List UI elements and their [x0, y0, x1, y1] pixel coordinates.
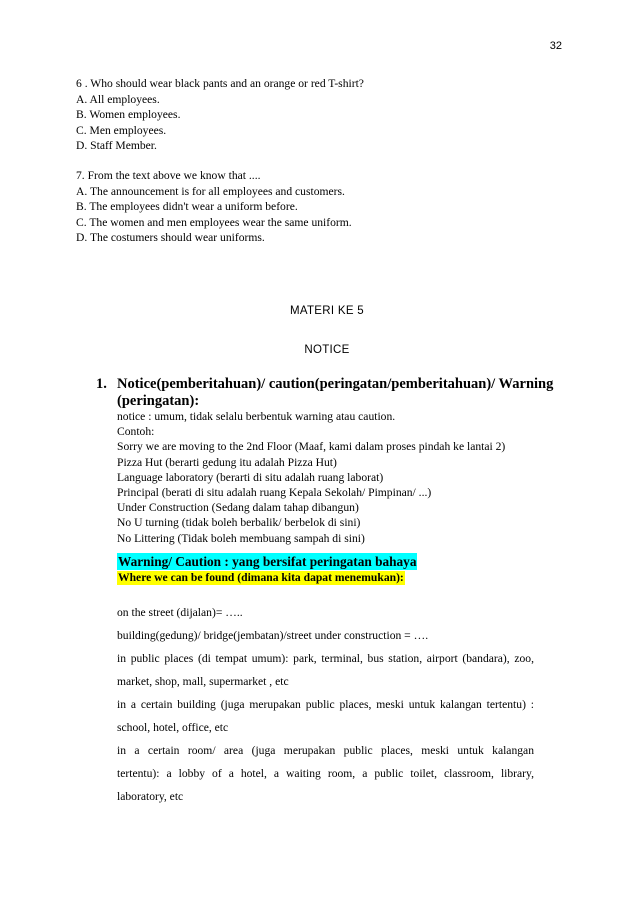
example-line: Language laboratory (berarti di situ adalah ruang laborat) [117, 470, 384, 484]
place-line: in public places (di tempat umum): park, terminal, bus station, airport (bandara), zoo, [117, 652, 534, 665]
example-line: Under Construction (Sedang dalam tahap dibangun) [117, 501, 359, 515]
notice-definition: notice : umum, tidak selalu berbentuk warning atau caution. [117, 410, 396, 423]
question-7-option-d: D. The costumers should wear uniforms. [76, 231, 265, 244]
section-title: Notice(pemberitahuan)/ caution(peringatan/pemberitahuan)/ Warning (peringatan): [117, 376, 554, 409]
section-number: 1. [96, 376, 107, 392]
question-7-option-c: C. The women and men employees wear the same uniform. [76, 215, 352, 229]
place-line: tertentu): a lobby of a hotel, a waiting room, a public toilet, classroom, library, [117, 767, 534, 780]
question-6-option-c: C. Men employees. [76, 123, 167, 137]
notice-examples [117, 409, 505, 546]
materi-heading: MATERI KE 5 [289, 305, 365, 317]
page-number: 32 [549, 40, 562, 52]
example-line: Sorry we are moving to the 2nd Floor (Maaf, kami dalam proses pindah ke lantai 2) [117, 440, 506, 454]
example-label: Contoh: [117, 425, 155, 439]
question-6 [76, 76, 364, 154]
question-6-option-a: A. All employees. [76, 92, 160, 106]
example-line: No U turning (tidak boleh berbalik/ berbelok di sini) [117, 516, 361, 530]
notice-heading: NOTICE [304, 344, 350, 356]
places-list [117, 601, 534, 808]
example-line: Principal (berati di situ adalah ruang Kepala Sekolah/ Pimpinan/ ...) [117, 486, 432, 500]
place-line: on the street (dijalan)= ….. [117, 606, 243, 619]
place-line: laboratory, etc [117, 790, 184, 803]
question-6-option-b: B. Women employees. [76, 108, 181, 121]
place-line: market, shop, mall, supermarket , etc [117, 675, 289, 688]
question-7-prompt: 7. From the text above we know that .... [76, 169, 261, 182]
question-7 [76, 168, 352, 246]
question-6-option-d: D. Staff Member. [76, 139, 157, 152]
warning-caution-title: Warning/ Caution : yang bersifat peringatan bahaya [118, 554, 417, 569]
example-line: Pizza Hut (berarti gedung itu adalah Pizza Hut) [117, 455, 337, 469]
place-line: in a certain building (juga merupakan public places, meski untuk kalangan tertentu) : [117, 698, 534, 711]
example-line: No Littering (Tidak boleh membuang sampah di sini) [117, 531, 365, 545]
question-7-option-a: A. The announcement is for all employees and customers. [76, 184, 345, 198]
place-line: in a certain room/ area (juga merupakan public places, meski untuk kalangan [117, 744, 534, 757]
where-found-label: Where we can be found (dimana kita dapat menemukan): [118, 571, 404, 584]
place-line: building(gedung)/ bridge(jembatan)/street under construction = …. [117, 629, 429, 642]
question-6-prompt: 6 . Who should wear black pants and an orange or red T-shirt? [76, 77, 364, 90]
place-line: school, hotel, office, etc [117, 721, 229, 734]
question-7-option-b: B. The employees didn't wear a uniform before. [76, 200, 298, 213]
